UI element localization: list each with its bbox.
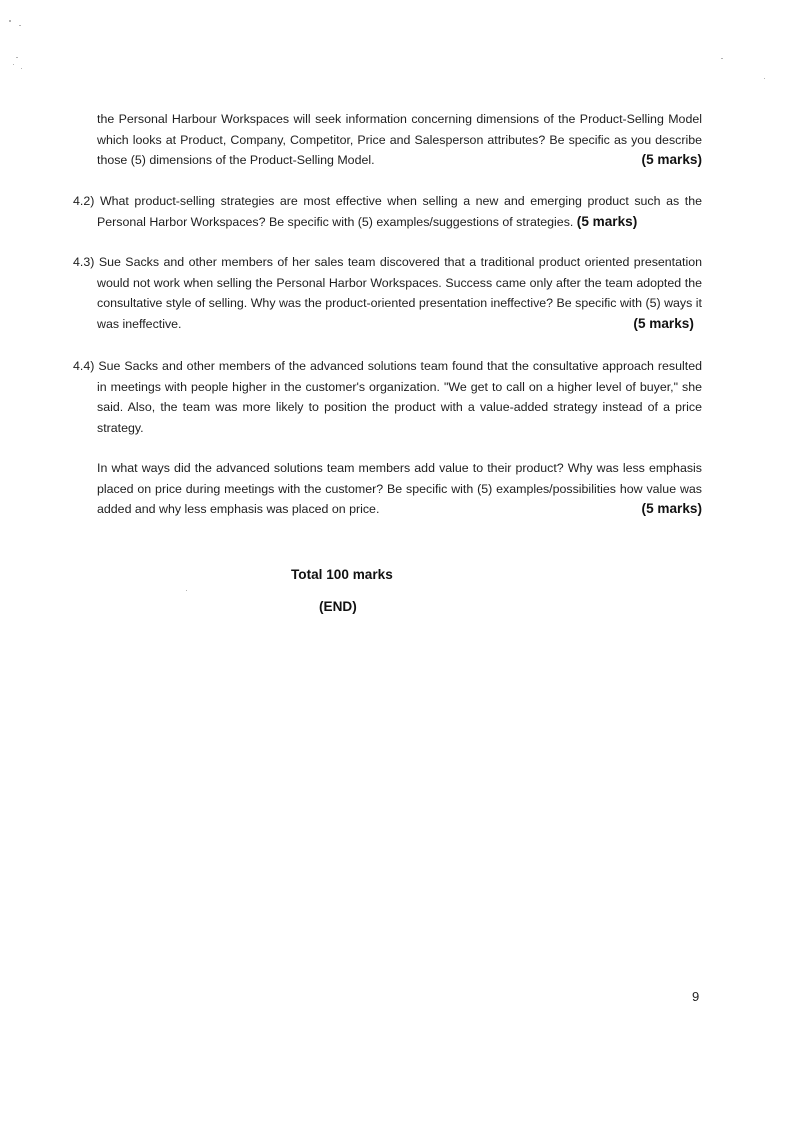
scan-speck xyxy=(764,78,765,79)
question-4-2 xyxy=(73,191,702,232)
question-marks: (5 marks) xyxy=(641,501,702,517)
scan-speck xyxy=(21,68,22,69)
question-4-4-followup xyxy=(97,458,702,520)
scan-speck xyxy=(186,590,187,591)
question-4-3 xyxy=(73,252,702,334)
scan-speck xyxy=(13,64,14,65)
question-4-4 xyxy=(73,356,702,438)
scan-speck xyxy=(721,58,723,59)
question-number: 4.3) xyxy=(73,255,95,269)
page-number: 9 xyxy=(692,989,700,1004)
question-followup-text: In what ways did the advanced solutions team members add value to their product? Why was less emphasis placed on price during meetings with the customer? Be specific with (5) examples/possibilities how value was added and why less emphasis was placed on price. xyxy=(97,461,702,517)
scan-speck xyxy=(16,57,18,58)
intro-marks: (5 marks) xyxy=(641,152,702,168)
intro-paragraph xyxy=(97,109,702,171)
question-text: Sue Sacks and other members of her sales team discovered that a traditional product oriented presentation would not work when selling the Personal Harbor Workspaces. Success came only after the team adopted the consultative style of selling. Why was the product-oriented presentation ineffective? Be specific with (5) ways it was ineffective. xyxy=(97,255,702,331)
question-number: 4.2) xyxy=(73,194,95,208)
question-text: Sue Sacks and other members of the advanced solutions team found that the consultative approach resulted in meetings with people higher in the customer's organization. "We get to call on a higher level of buyer," she said. Also, the team was more likely to position the product with a value-added strategy instead of a price strategy. xyxy=(97,359,702,435)
question-text: What product-selling strategies are most effective when selling a new and emerging product such as the Personal Harbor Workspaces? Be specific with (5) examples/suggestions of strategies. xyxy=(97,194,702,229)
question-number: 4.4) xyxy=(73,359,95,373)
end-marker: (END) xyxy=(319,599,357,614)
intro-text: the Personal Harbour Workspaces will seek information concerning dimensions of the Product-Selling Model which looks at Product, Company, Competitor, Price and Salesperson attributes? Be specific as you describe those (5) dimensions of the Product-Selling Model. xyxy=(97,112,702,168)
total-marks: Total 100 marks xyxy=(291,567,393,582)
question-marks: (5 marks) xyxy=(576,213,638,229)
scan-speck xyxy=(19,25,21,26)
scan-speck xyxy=(9,20,11,22)
question-marks: (5 marks) xyxy=(633,315,694,331)
